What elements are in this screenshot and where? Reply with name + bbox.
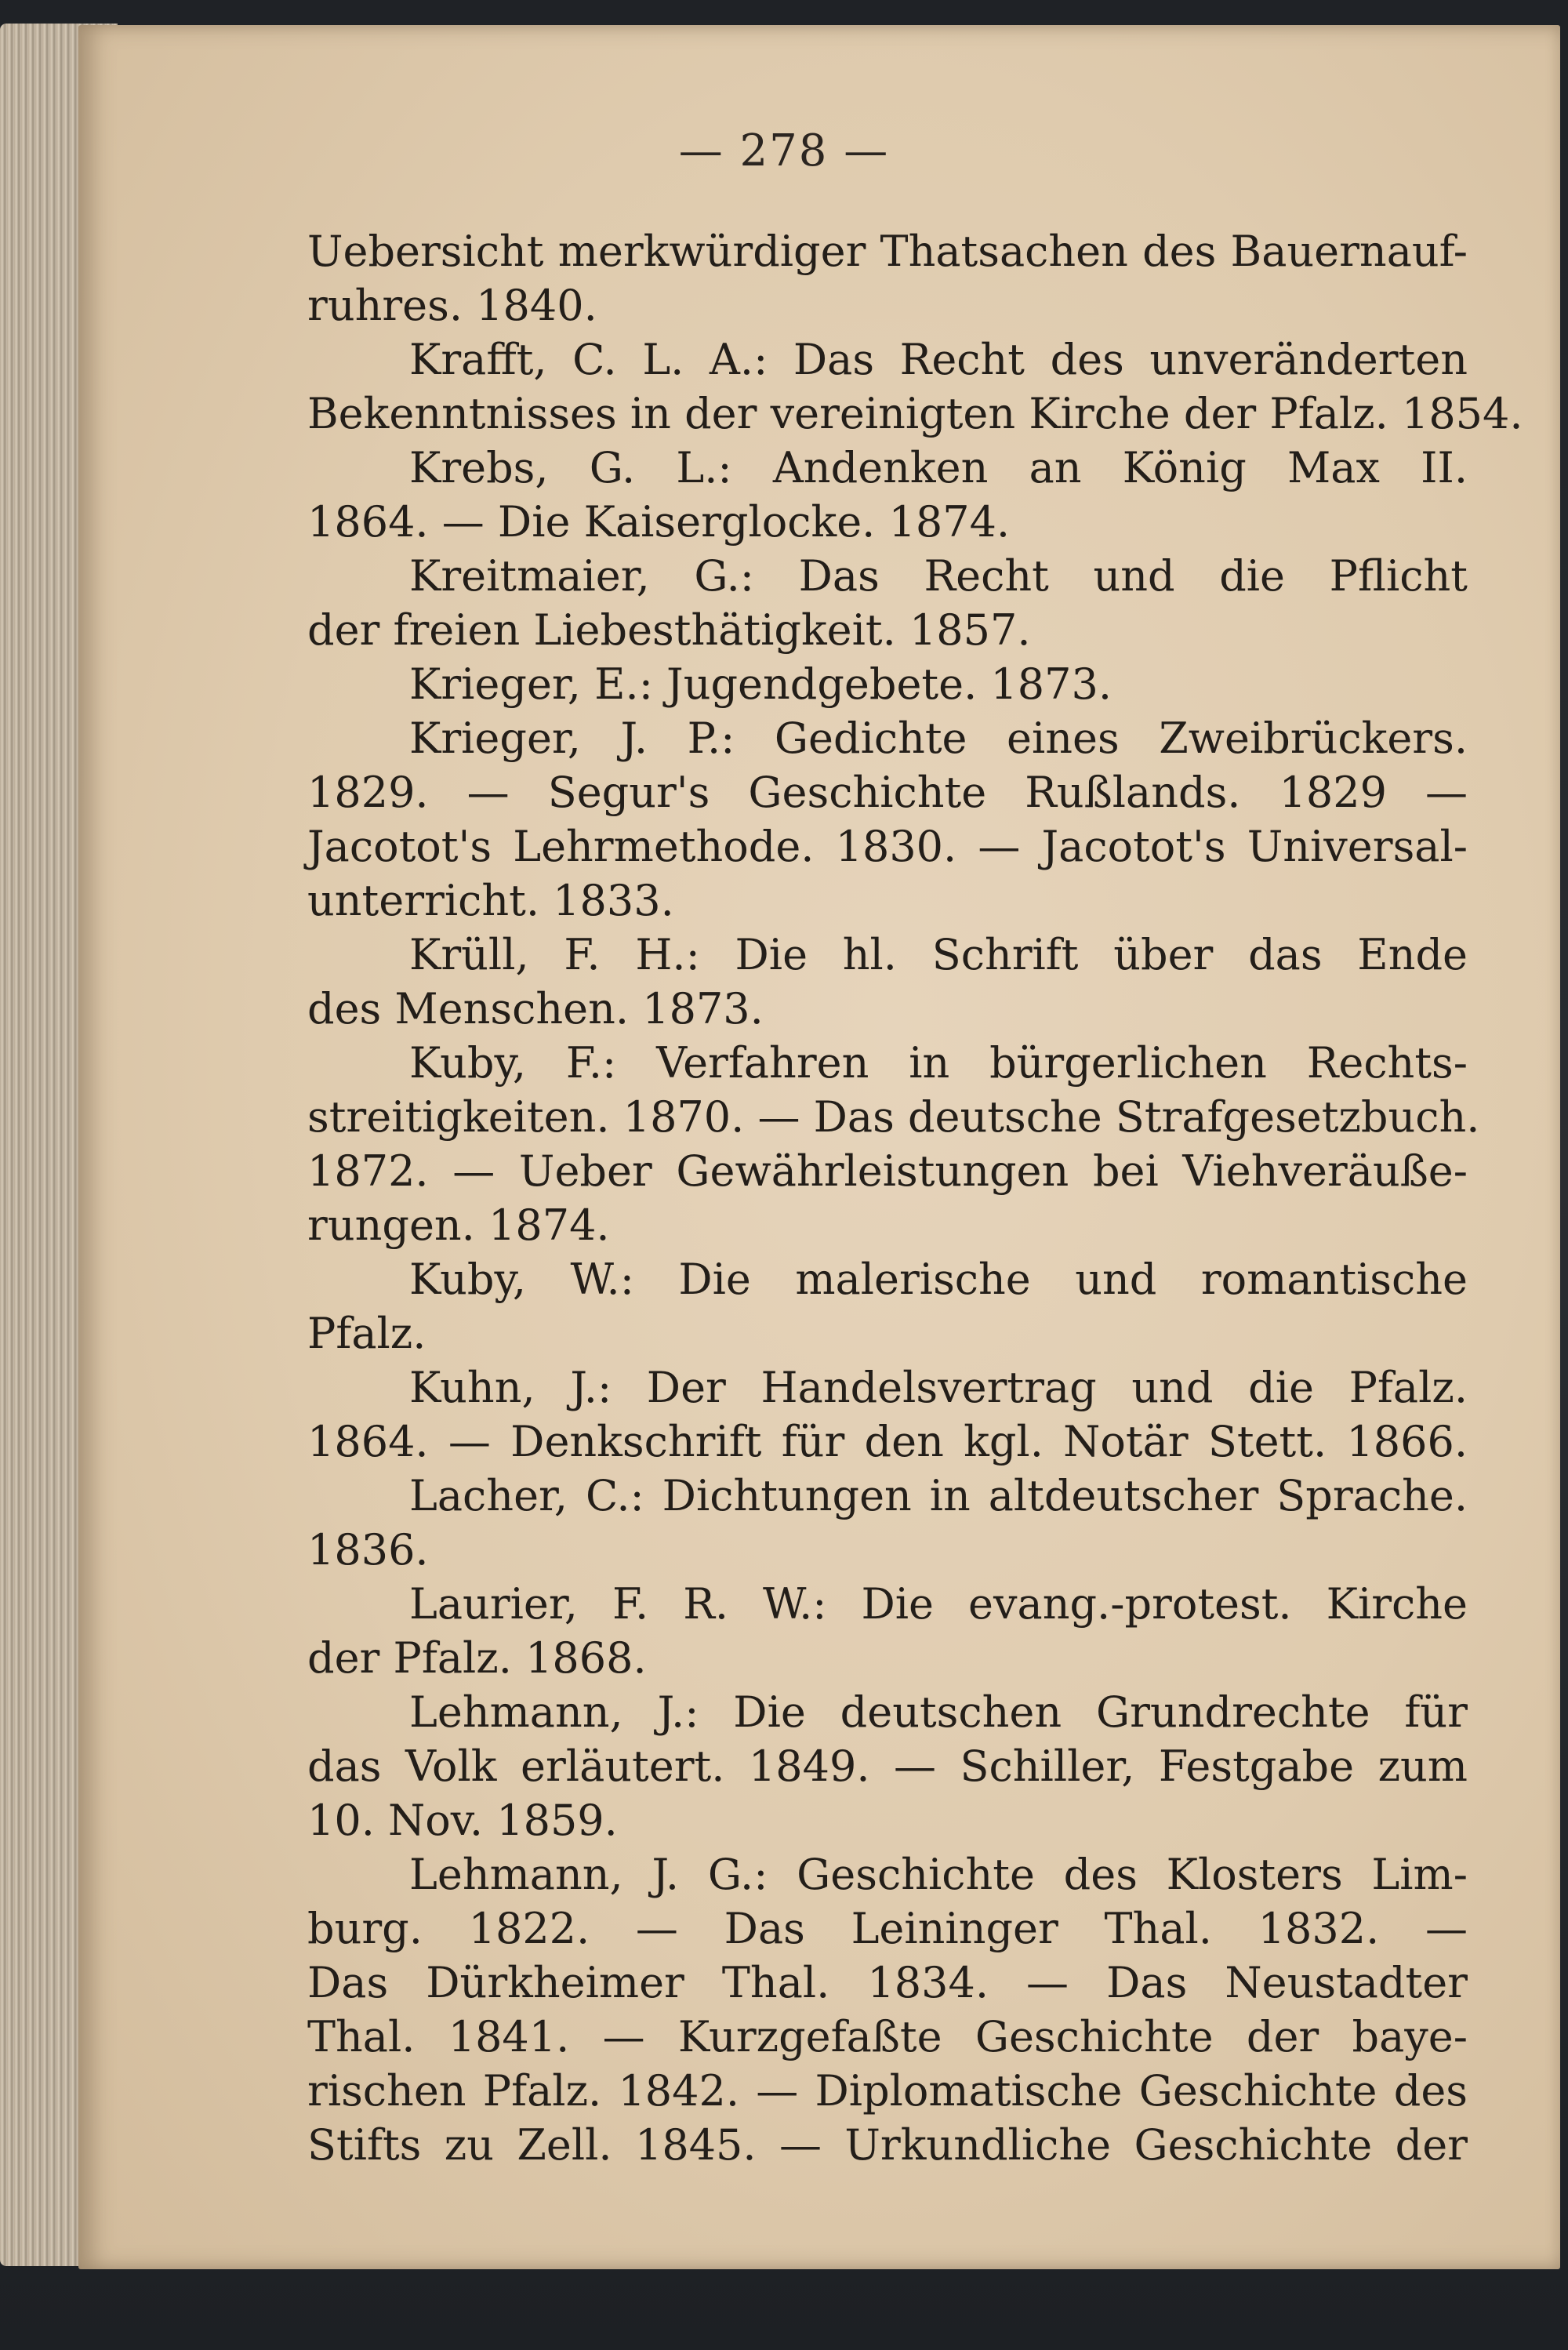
entry-text-line: Pfalz.: [307, 1309, 426, 1358]
entry-text-line: Bekenntnisses in der vereinigten Kirche der Pfalz. 1854.: [307, 389, 1523, 438]
entry-heading-line: Krebs, G. L.: Andenken an König Max II.: [409, 443, 1468, 492]
entry-text-line: 1872. — Ueber Gewährleistungen bei Viehveräuße-: [307, 1146, 1468, 1196]
entry-heading-line: Kuby, W.: Die malerische und romantische: [409, 1255, 1468, 1304]
entry-text-line: das Volk erläutert. 1849. — Schiller, Festgabe zum: [307, 1742, 1468, 1791]
entry-heading-line: Kuby, F.: Verfahren in bürgerlichen Rechts-: [409, 1038, 1468, 1088]
entry-heading-line: Lacher, C.: Dichtungen in altdeutscher Sprache.: [409, 1471, 1468, 1520]
entry-text-line: 10. Nov. 1859.: [307, 1796, 618, 1845]
entry-text-line: der Pfalz. 1868.: [307, 1633, 647, 1683]
entry-text-line: des Menschen. 1873.: [307, 984, 764, 1033]
entry-text-line: Das Dürkheimer Thal. 1834. — Das Neustadter: [307, 1958, 1468, 2007]
entry-text-line: rischen Pfalz. 1842. — Diplomatische Geschichte des: [307, 2066, 1468, 2116]
entry-text-line: Thal. 1841. — Kurzgefaßte Geschichte der baye-: [307, 2012, 1468, 2061]
bibliography-text: [307, 224, 1523, 2172]
entry-text-line: Stifts zu Zell. 1845. — Urkundliche Geschichte der: [307, 2120, 1468, 2170]
entry-text-line: 1836.: [307, 1525, 429, 1575]
entry-text-line: 1864. — Denkschrift für den kgl. Notär Stett. 1866.: [307, 1417, 1468, 1466]
entry-text-line: unterricht. 1833.: [307, 876, 674, 925]
entry-heading-line: Laurier, F. R. W.: Die evang.-protest. Kirche: [409, 1579, 1468, 1629]
page-number: — 278 —: [678, 125, 890, 176]
entry-heading-line: Krieger, J. P.: Gedichte eines Zweibrückers.: [409, 714, 1468, 763]
entry-text-line: 1829. — Segur's Geschichte Rußlands. 1829 —: [307, 768, 1468, 817]
entry-text-line: Jacotot's Lehrmethode. 1830. — Jacotot's Universal-: [307, 822, 1468, 871]
entry-text-line: rungen. 1874.: [307, 1200, 610, 1250]
entry-heading-line: Krafft, C. L. A.: Das Recht des unveränderten: [409, 335, 1468, 384]
entry-text-line: der freien Liebesthätigkeit. 1857.: [307, 605, 1031, 655]
entry-heading-line: Kuhn, J.: Der Handelsvertrag und die Pfalz.: [409, 1363, 1468, 1412]
entry-heading-line: Lehmann, J. G.: Geschichte des Klosters Lim-: [409, 1850, 1468, 1899]
entry-text-line: burg. 1822. — Das Leininger Thal. 1832. —: [307, 1904, 1468, 1953]
entry-heading-line: Kreitmaier, G.: Das Recht und die Pflicht: [409, 551, 1468, 601]
entry-heading-line: Lehmann, J.: Die deutschen Grundrechte für: [409, 1687, 1468, 1737]
entry-text-line: Uebersicht merkwürdiger Thatsachen des Bauernauf-: [307, 227, 1468, 276]
entry-text-line: 1864. — Die Kaiserglocke. 1874.: [307, 497, 1011, 547]
entry-text-line: streitigkeiten. 1870. — Das deutsche Strafgesetzbuch.: [307, 1092, 1480, 1142]
entry-text-line: ruhres. 1840.: [307, 281, 597, 330]
entry-heading-line: Krieger, E.: Jugendgebete. 1873.: [409, 659, 1112, 709]
entry-heading-line: Krüll, F. H.: Die hl. Schrift über das Ende: [409, 930, 1468, 979]
